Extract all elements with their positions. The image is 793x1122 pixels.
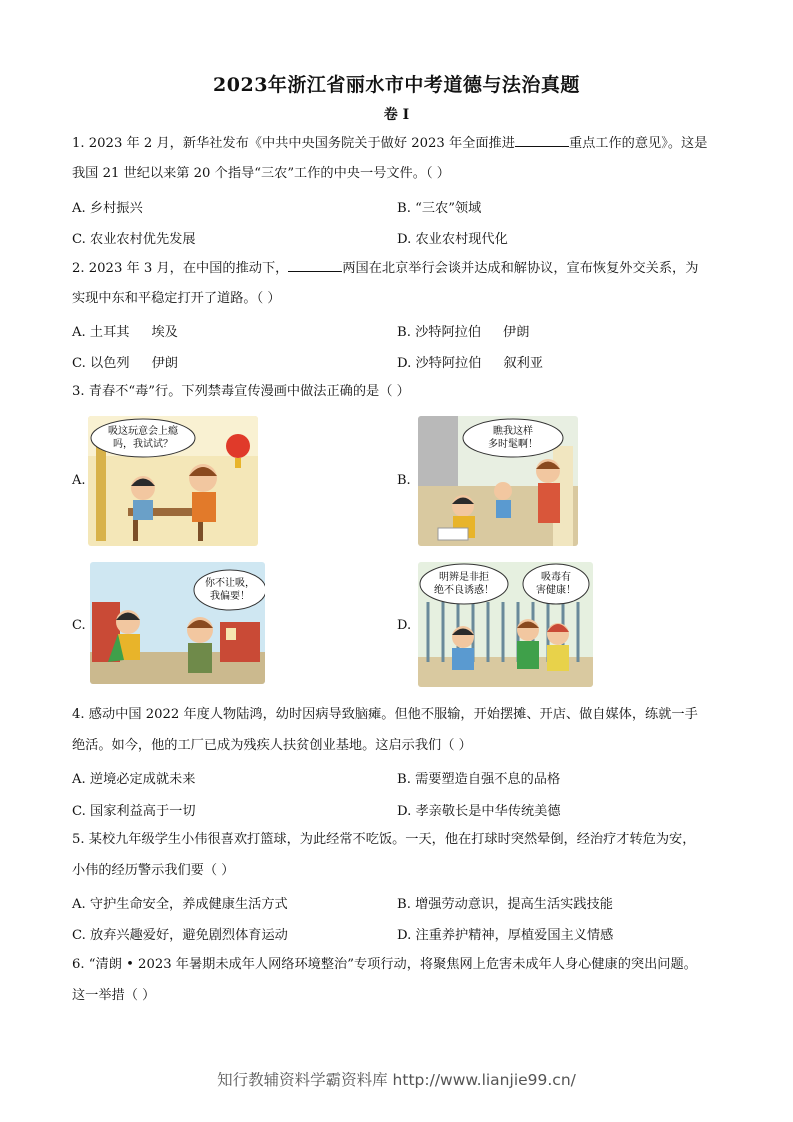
q4-stem-line2: 绝活。如今，他的工厂已成为残疾人扶贫创业基地。这启示我们（ ） [72, 738, 472, 753]
q3-label-c: C. [72, 618, 86, 633]
comic-c-bubble-line2: 我偏要！ [210, 591, 250, 602]
q2-option-a: A. 土耳其 埃及 [72, 325, 178, 340]
q1-stem-line2: 我国 21 世纪以来第 20 个指导“三农”工作的中央一号文件。（ ） [72, 166, 450, 181]
q2-blank [288, 259, 342, 272]
q5-option-a: A. 守护生命安全，养成健康生活方式 [72, 897, 288, 912]
q4-stem-line1: 4. 感动中国 2022 年度人物陆鸿，幼时因病导致脑瘫。但他不服输，开始摆摊、开店、做自媒体，练就一手 [72, 707, 698, 722]
comic-a-image [88, 416, 258, 546]
q2-stem-part2: 两国在北京举行会谈并达成和解协议，宣布恢复外交关系，为 [342, 261, 699, 276]
q4-option-a: A. 逆境必定成就未来 [72, 772, 196, 787]
q1-blank [515, 134, 569, 147]
comic-b-image [418, 416, 578, 546]
comic-c-bubble-line1: 你不让吸， [205, 578, 255, 589]
comic-a-bubble-line1: 吸这玩意会上瘾 [108, 426, 178, 437]
q1-stem-part1: 1. 2023 年 2 月，新华社发布《中共中央国务院关于做好 2023 年全面推进 [72, 136, 515, 151]
comic-c-image [90, 562, 265, 684]
q1-option-b: B. “三农”领域 [397, 201, 482, 216]
q1-stem-line1 [72, 134, 722, 153]
q5-option-d: D. 注重养护精神，厚植爱国主义情感 [397, 928, 614, 943]
comic-d-bubble1-line2: 绝不良诱惑！ [434, 585, 494, 596]
q1-stem-part2: 重点工作的意见》。这是 [568, 136, 708, 151]
q5-option-c: C. 放弃兴趣爱好，避免剧烈体育运动 [72, 928, 288, 943]
comic-d-bubble2-line1: 吸毒有 [541, 572, 571, 583]
q2-stem-part1: 2. 2023 年 3 月，在中国的推动下， [72, 261, 289, 276]
q4-option-b: B. 需要塑造自强不息的品格 [397, 772, 561, 787]
q1-option-c: C. 农业农村优先发展 [72, 232, 196, 247]
q5-option-b: B. 增强劳动意识，提高生活实践技能 [397, 897, 613, 912]
q3-stem: 3. 青春不“毒”行。下列禁毒宣传漫画中做法正确的是（ ） [72, 384, 410, 399]
q2-option-d: D. 沙特阿拉伯 叙利亚 [397, 356, 543, 371]
page-title: 2023年浙江省丽水市中考道德与法治真题 [213, 74, 580, 96]
q3-label-b: B. [397, 473, 411, 488]
q1-option-a: A. 乡村振兴 [72, 201, 143, 216]
q2-stem-line1 [72, 259, 722, 278]
footer-watermark: 知行教辅资料学霸资料库 http://www.lianjie99.cn/ [217, 1071, 576, 1089]
q6-stem-line1: 6. “清朗 • 2023 年暑期未成年人网络环境整治”专项行动，将聚焦网上危害未成年人身心健康的突出问题。 [72, 957, 697, 972]
q5-stem-line1: 5. 某校九年级学生小伟很喜欢打篮球，为此经常不吃饭。一天，他在打球时突然晕倒，经治疗才转危为安， [72, 832, 696, 847]
q2-stem-line2: 实现中东和平稳定打开了道路。（ ） [72, 291, 281, 306]
section-heading: 卷 I [383, 107, 410, 123]
q1-option-d: D. 农业农村现代化 [397, 232, 508, 247]
q5-stem-line2: 小伟的经历警示我们要（ ） [72, 863, 235, 878]
q6-stem-line2: 这一举措（ ） [72, 988, 156, 1003]
q2-option-c: C. 以色列 伊朗 [72, 356, 178, 371]
q4-option-d: D. 孝亲敬长是中华传统美德 [397, 804, 561, 819]
comic-b-bubble-line1: 瞧我这样 [493, 426, 533, 437]
comic-d-bubble1-line1: 明辨是非拒 [439, 572, 489, 583]
q3-label-a: A. [72, 473, 86, 488]
comic-a-bubble-line2: 吗，我试试？ [113, 439, 173, 450]
comic-b-bubble-line2: 多时髦啊！ [488, 439, 538, 450]
comic-d-image [418, 562, 593, 687]
comic-d-bubble2-line2: 害健康！ [536, 585, 576, 596]
q2-option-b: B. 沙特阿拉伯 伊朗 [397, 325, 530, 340]
q4-option-c: C. 国家利益高于一切 [72, 804, 196, 819]
q3-label-d: D. [397, 618, 412, 633]
